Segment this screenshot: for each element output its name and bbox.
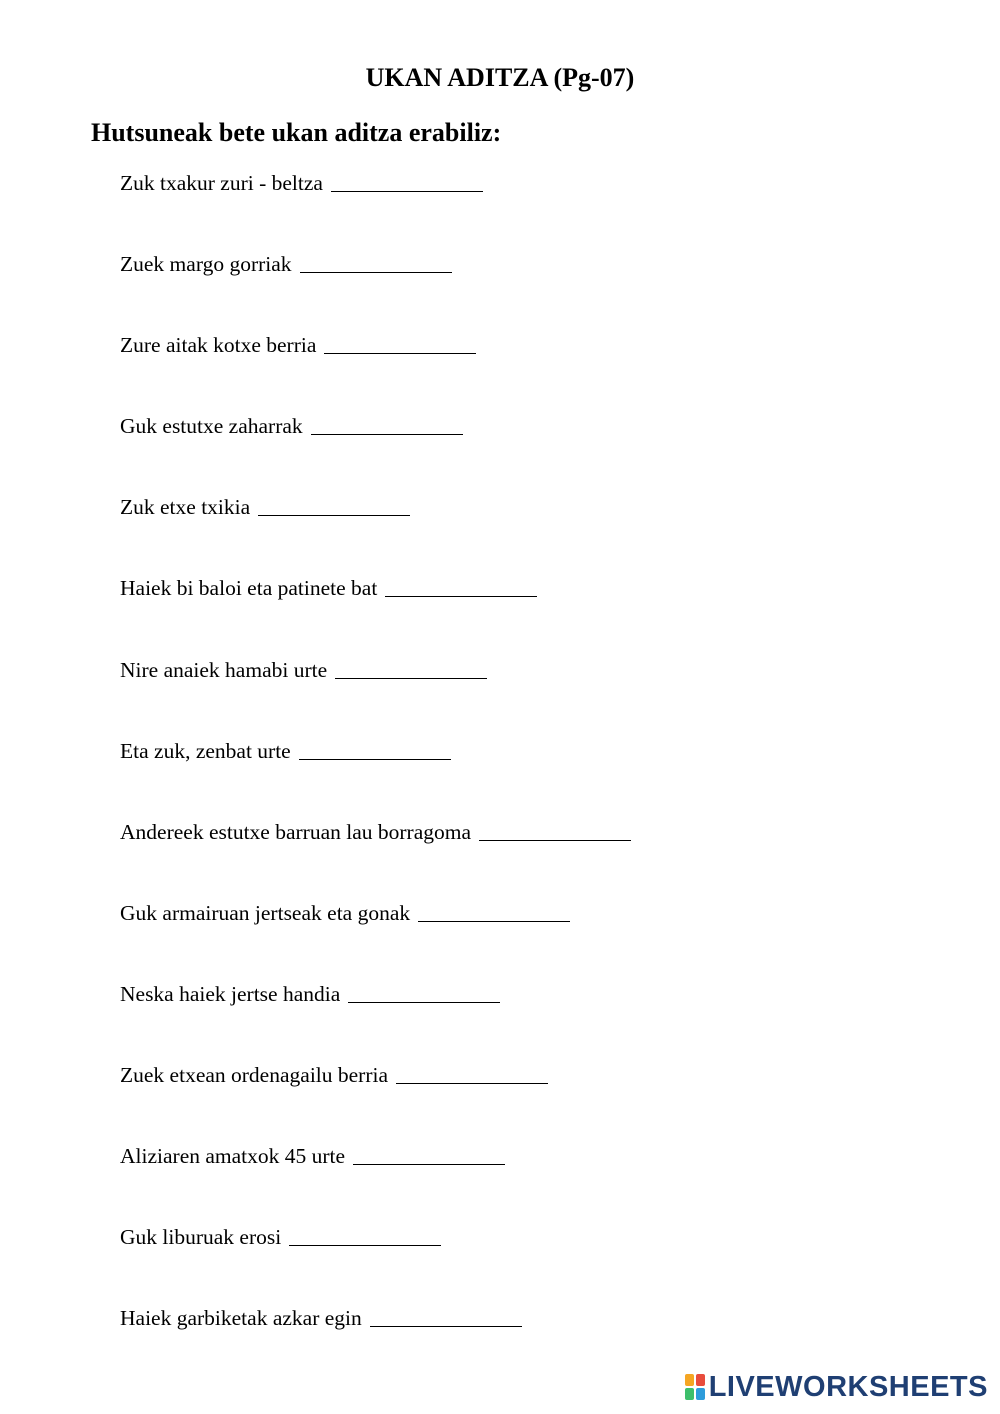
exercise-item [120, 249, 920, 330]
exercise-item [120, 1141, 920, 1222]
answer-blank[interactable] [299, 739, 451, 760]
answer-blank[interactable] [353, 1144, 505, 1165]
exercise-item [120, 817, 920, 898]
exercise-text: Nire anaiek hamabi urte [120, 657, 328, 682]
answer-blank[interactable] [331, 171, 483, 192]
exercise-text: Haiek bi baloi eta patinete bat [120, 576, 378, 601]
exercise-text: Zure aitak kotxe berria [120, 333, 317, 358]
answer-blank[interactable] [324, 333, 476, 354]
answer-blank[interactable] [289, 1225, 441, 1246]
exercise-item [120, 492, 920, 573]
liveworksheets-logo [685, 1370, 988, 1404]
logo-square [696, 1374, 705, 1386]
exercise-text: Zuek etxean ordenagailu berria [120, 1063, 389, 1088]
answer-blank[interactable] [335, 658, 487, 679]
answer-blank[interactable] [370, 1306, 522, 1327]
exercise-item [120, 168, 920, 249]
exercise-text: Aliziaren amatxok 45 urte [120, 1144, 346, 1169]
exercise-text: Guk armairuan jertseak eta gonak [120, 900, 411, 925]
answer-blank[interactable] [258, 495, 410, 516]
instruction-heading: Hutsuneak bete ukan aditza erabiliz: [91, 118, 502, 147]
answer-blank[interactable] [348, 982, 500, 1003]
page-title: UKAN ADITZA (Pg-07) [365, 63, 635, 92]
exercise-item [120, 655, 920, 736]
answer-blank[interactable] [311, 414, 463, 435]
logo-square [696, 1388, 705, 1400]
exercise-text: Zuk txakur zuri - beltza [120, 171, 323, 195]
answer-blank[interactable] [396, 1063, 548, 1084]
exercise-text: Guk estutxe zaharrak [120, 414, 303, 439]
exercise-item [120, 573, 920, 654]
answer-blank[interactable] [300, 252, 452, 273]
logo-square [685, 1388, 694, 1400]
exercise-text: Zuek margo gorriak [120, 252, 292, 277]
exercise-item [120, 1222, 920, 1303]
liveworksheets-logo-icon [685, 1374, 705, 1400]
exercise-item [120, 736, 920, 817]
exercise-text: Zuk etxe txikia [120, 495, 251, 520]
answer-blank[interactable] [418, 901, 570, 922]
exercise-text: Guk liburuak erosi [120, 1225, 282, 1250]
exercise-item [120, 1060, 920, 1141]
exercise-text: Neska haiek jertse handia [120, 981, 341, 1006]
exercise-item [120, 979, 920, 1060]
logo-text: LIVEWORKSHEETS [708, 1371, 988, 1403]
answer-blank[interactable] [385, 576, 537, 597]
exercise-item [120, 411, 920, 492]
logo-square [685, 1374, 694, 1386]
exercise-item [120, 330, 920, 411]
exercise-text: Haiek garbiketak azkar egin [120, 1306, 362, 1331]
exercise-item [120, 898, 920, 979]
exercise-text: Eta zuk, zenbat urte [120, 738, 291, 763]
exercise-text: Andereek estutxe barruan lau borragoma [120, 819, 472, 844]
exercise-list [120, 168, 920, 1384]
answer-blank[interactable] [479, 820, 631, 841]
